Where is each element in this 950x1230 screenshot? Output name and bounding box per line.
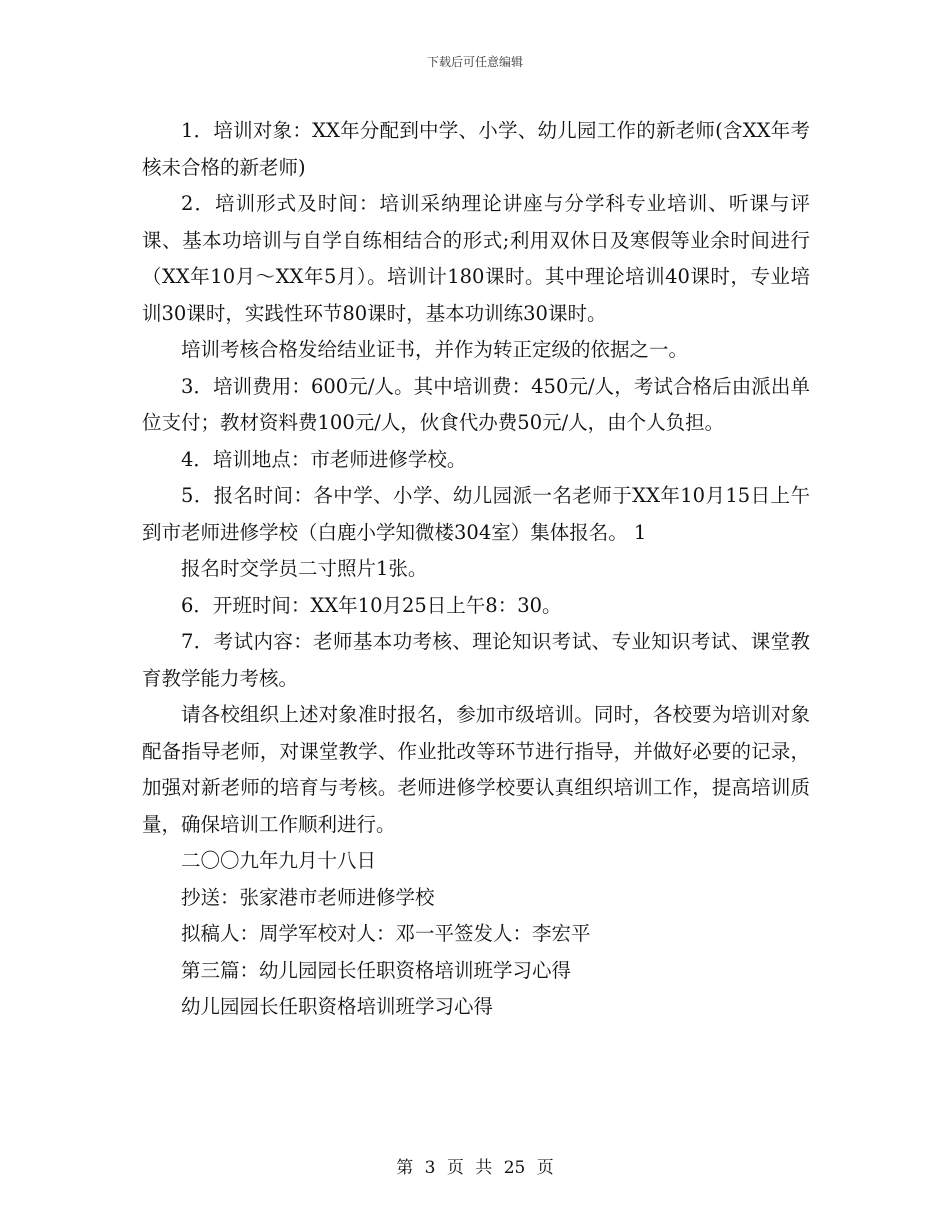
page-number-footer: 第 3 页 共 25 页 bbox=[396, 1158, 554, 1178]
paragraph-exam-content: 7．考试内容：老师基本功考核、理论知识考试、专业知识考试、课堂教育教学能力考核。 bbox=[142, 630, 810, 690]
paragraph-opening-time: 6．开班时间：XX年10月25日上午8：30。 bbox=[181, 593, 562, 617]
paragraph-registration-time: 5．报名时间：各中学、小学、幼儿园派一名老师于XX年10月15日上午到市老师进修学校（白鹿小学知微楼304室）集体报名。 1 bbox=[142, 484, 810, 544]
page-header-note: 下载后可任意编辑 bbox=[426, 55, 523, 69]
paragraph-section-heading: 第三篇：幼儿园园长任职资格培训班学习心得 bbox=[181, 958, 572, 982]
paragraph-date: 二〇〇九年九月十八日 bbox=[181, 849, 377, 872]
paragraph-certificate: 培训考核合格发给结业证书，并作为转正定级的依据之一。 bbox=[181, 338, 689, 361]
paragraph-training-format: 2．培训形式及时间：培训采纳理论讲座与分学科专业培训、听课与评课、基本功培训与自学自练相结合的形式;利用双休日及寒假等业余时间进行（XX年10月～XX年5月）。培训计180课时。其中理论培训40课时，专业培训30课时，实践性环节80课时，基本功训练30课时。 bbox=[142, 192, 810, 325]
paragraph-section-title: 幼儿园园长任职资格培训班学习心得 bbox=[181, 995, 494, 1018]
paragraph-training-location: 4．培训地点：市老师进修学校。 bbox=[181, 447, 467, 471]
paragraph-photo-requirement: 报名时交学员二寸照片1张。 bbox=[181, 557, 428, 580]
paragraph-instructions: 请各校组织上述对象准时报名，参加市级培训。同时，各校要为培训对象配备指导老师，对课堂教学、作业批改等环节进行指导，并做好必要的记录，加强对新老师的培育与考核。老师进修学校要认真组织培训工作，提高培训质量，确保培训工作顺利进行。 bbox=[142, 703, 810, 836]
paragraph-training-fee: 3．培训费用：600元/人。其中培训费：450元/人，考试合格后由派出单位支付；教材资料费100元/人，伙食代办费50元/人，由个人负担。 bbox=[142, 374, 810, 434]
paragraph-training-target: 1．培训对象：XX年分配到中学、小学、幼儿园工作的新老师(含XX年考核未合格的新老师) bbox=[142, 119, 810, 179]
document-body bbox=[142, 113, 810, 1026]
paragraph-drafters: 拟稿人：周学军校对人：邓一平签发人：李宏平 bbox=[181, 922, 591, 945]
paragraph-cc: 抄送：张家港市老师进修学校 bbox=[181, 885, 435, 909]
